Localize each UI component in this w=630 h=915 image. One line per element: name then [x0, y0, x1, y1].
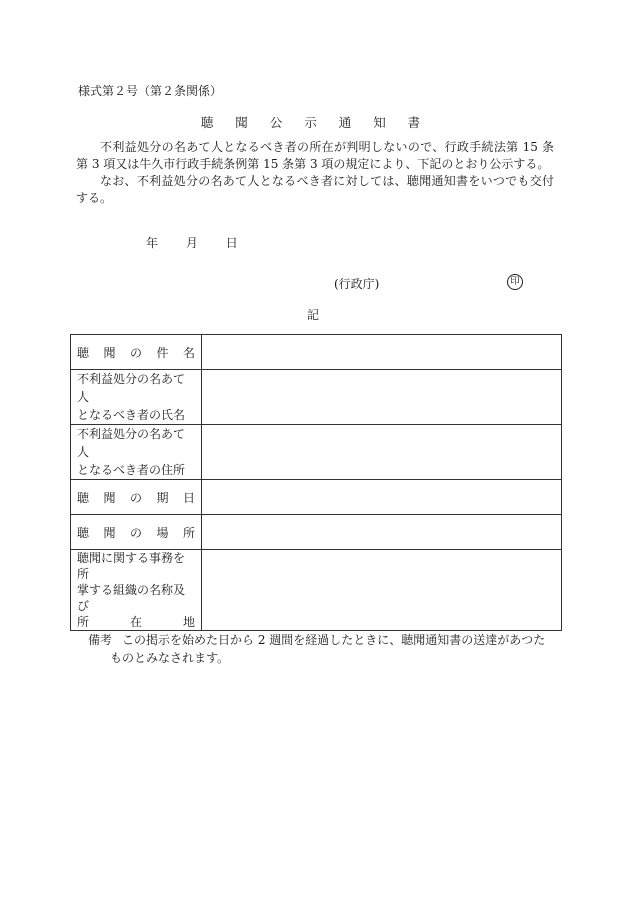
label-respondent-name: [71, 370, 202, 425]
label-line: 不利益処分の名あて人: [77, 372, 186, 404]
table-row: [71, 335, 562, 370]
char: 聞: [103, 490, 116, 505]
date-month: 月: [185, 236, 198, 250]
char: 聞: [103, 525, 116, 540]
char: 所: [77, 615, 90, 629]
label-line: 聴聞に関する事務を所: [77, 551, 186, 581]
char: 所: [182, 525, 195, 540]
char: 聞: [103, 345, 116, 360]
value-respondent-name: [202, 370, 562, 425]
char: 在: [129, 615, 142, 629]
label-hearing-date: [71, 480, 202, 515]
date-line: [146, 234, 238, 251]
char: 件: [156, 345, 169, 360]
notice-paragraph-1: 不利益処分の名あて人となるべき者の所在が判明しないので、行政手続法第 15 条第 3 項又は牛久市行政手続条例第 15 条第 3 項の規定により、下記のとおり公示する。: [76, 140, 554, 171]
table-row: [71, 480, 562, 515]
date-year: 年: [146, 236, 159, 250]
label-line: [77, 614, 195, 630]
char: 場: [156, 525, 169, 540]
char: の: [129, 525, 142, 540]
char: 地: [182, 615, 195, 629]
form-number: 様式第２号（第２条関係）: [78, 84, 223, 98]
table-row: [71, 550, 562, 631]
seal-mark: 印: [507, 274, 523, 290]
label-hearing-subject: [71, 335, 202, 370]
label-line: となるべき者の住所: [77, 463, 186, 477]
document-title: 聴 聞 公 示 通 知 書: [200, 115, 430, 130]
char: の: [129, 345, 142, 360]
date-day: 日: [225, 236, 238, 250]
value-office-info: [202, 550, 562, 631]
label-respondent-address: [71, 425, 202, 480]
label-line: 掌する組織の名称及び: [77, 583, 186, 613]
remark-line-1: この掲示を始めた日から 2 週間を経過したときに、聴聞通知書の送達があつた: [122, 633, 546, 647]
char: 聴: [77, 525, 90, 540]
notice-paragraph-2: なお、不利益処分の名あて人となるべき者に対しては、聴聞通知書をいつでも交付する。: [76, 174, 554, 205]
value-hearing-place: [202, 515, 562, 550]
char: 日: [182, 490, 195, 505]
value-hearing-date: [202, 480, 562, 515]
char: の: [129, 490, 142, 505]
notice-table: [70, 334, 562, 631]
remark-head: 備考: [88, 633, 113, 647]
label-office-info: [71, 550, 202, 631]
label-hearing-place: [71, 515, 202, 550]
char: 名: [182, 345, 195, 360]
char: 期: [156, 490, 169, 505]
label-line: 不利益処分の名あて人: [77, 427, 186, 459]
label-line: となるべき者の氏名: [77, 408, 186, 422]
remark-note: [88, 631, 558, 667]
value-hearing-subject: [202, 335, 562, 370]
char: 聴: [77, 490, 90, 505]
agency-label: (行政庁): [334, 277, 380, 291]
char: 聴: [77, 345, 90, 360]
value-respondent-address: [202, 425, 562, 480]
table-row: [71, 515, 562, 550]
table-row: [71, 370, 562, 425]
remark-line-2: ものとみなされます。: [110, 651, 230, 665]
table-row: [71, 425, 562, 480]
ki-heading: 記: [307, 308, 320, 322]
